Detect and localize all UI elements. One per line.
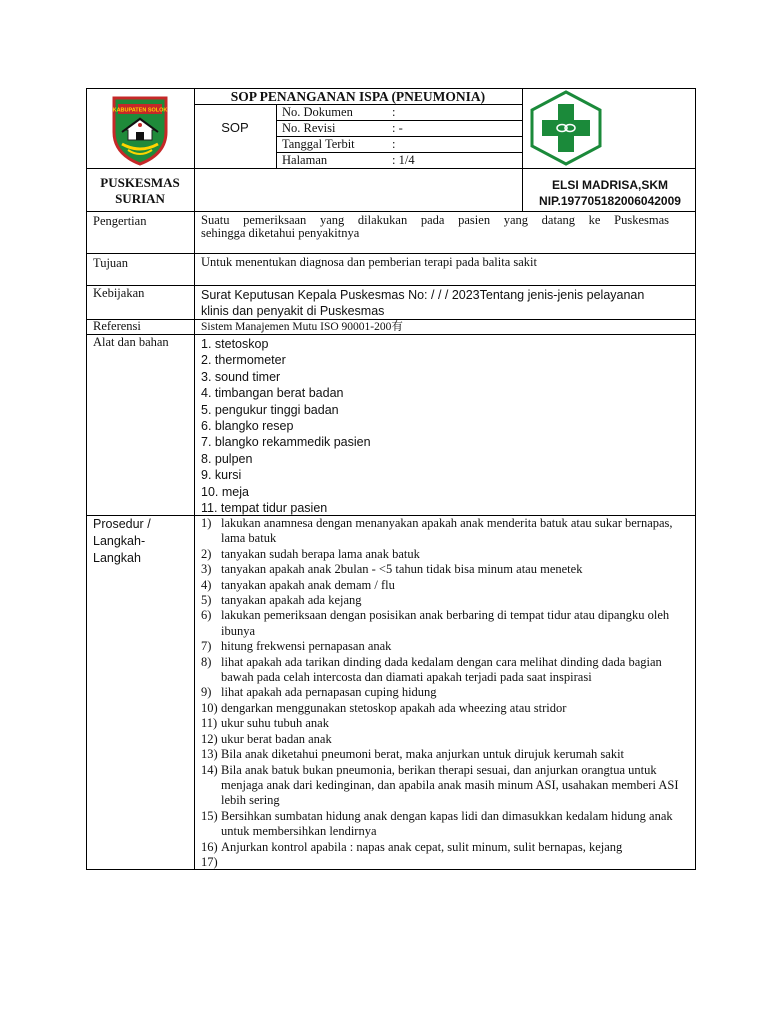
step-item [201, 516, 691, 547]
step-text: tanyakan apakah ada kejang [221, 593, 362, 608]
tujuan-text: Untuk menentukan diagnosa dan pemberian terapi pada balita sakit [201, 255, 537, 269]
step-number: 1) [201, 516, 212, 530]
step-text: lakukan pemeriksaan dengan posisikan anak berbaring di tempat tidur atau dipangku oleh ibunya [221, 608, 670, 638]
step-item [201, 593, 691, 608]
step-text: ukur berat badan anak [221, 731, 332, 746]
list-item: 11. tempat tidur pasien [201, 501, 328, 516]
step-text: Bila anak batuk bukan pneumonia, berikan therapi sesuai, dan anjurkan orangtua untuk menjaga anak dari kedinginan, dan apabila anak masih minum ASI, usahakan memberi ASI lebih sering [221, 762, 679, 808]
step-number: 2) [201, 546, 212, 561]
alat-list [201, 336, 371, 516]
puskesmas-location: SURIAN [115, 191, 165, 206]
document-title: SOP PENANGANAN ISPA (PNEUMONIA) [230, 89, 486, 104]
prosedur-steps [201, 516, 691, 870]
signer-name: ELSI MADRISA,SKM [551, 178, 668, 192]
step-item [201, 547, 691, 562]
step-text: ukur suhu tubuh anak [221, 716, 329, 731]
meta-value-dokumen: : [392, 105, 396, 119]
alat-label: Alat dan bahan [93, 335, 169, 349]
list-item: 3. sound timer [201, 369, 281, 384]
meta-label-tanggal: Tanggal Terbit [282, 137, 355, 151]
step-item [201, 685, 691, 700]
step-item [201, 809, 691, 840]
list-item: 8. pulpen [201, 451, 253, 466]
step-number: 3) [201, 562, 212, 577]
list-item: 10. meja [201, 484, 249, 499]
list-item: 2. thermometer [201, 353, 286, 368]
step-text: dengarkan menggunakan stetoskop apakah ada wheezing atau stridor [221, 700, 567, 715]
step-number: 14) [201, 762, 218, 777]
step-text: tanyakan apakah anak demam / flu [221, 577, 395, 592]
step-number: 11) [201, 716, 218, 731]
step-number: 4) [201, 577, 212, 592]
step-number: 5) [201, 593, 212, 608]
puskesmas-label: PUSKESMAS [100, 175, 180, 190]
step-text: tanyakan sudah berapa lama anak batuk [221, 546, 420, 561]
meta-value-tanggal: : [392, 137, 396, 151]
step-item [201, 608, 691, 639]
pengertian-label: Pengertian [93, 214, 147, 228]
step-number: 9) [201, 685, 212, 700]
meta-value-halaman: : 1/4 [392, 153, 415, 167]
step-item [201, 732, 691, 747]
referensi-label: Referensi [93, 319, 141, 333]
meta-value-revisi: : - [392, 121, 403, 135]
kebijakan-line-1: Surat Keputusan Kepala Puskesmas No: / / / 2023Tentang jenis-jenis pelayanan [201, 288, 645, 302]
meta-label-revisi: No. Revisi [282, 121, 336, 135]
step-number: 10) [201, 700, 218, 715]
prosedur-label-3: Langkah [93, 551, 141, 565]
step-item [201, 716, 691, 731]
step-number: 13) [201, 747, 218, 762]
list-item: 6. blangko resep [201, 419, 294, 434]
tujuan-label: Tujuan [93, 256, 128, 270]
meta-label-dokumen: No. Dokumen [282, 105, 353, 119]
step-item [201, 655, 691, 686]
kebijakan-text [201, 287, 691, 319]
sop-label: SOP [221, 120, 249, 135]
kabupaten-solok-logo [86, 89, 194, 168]
svg-text:KABUPATEN SOLOK: KABUPATEN SOLOK [112, 107, 168, 113]
step-text: tanyakan apakah anak 2bulan - <5 tahun tidak bisa minum atau menetek [221, 562, 583, 577]
list-item: 9. kursi [201, 468, 242, 483]
prosedur-label-1: Prosedur / [93, 517, 151, 531]
step-number: 6) [201, 608, 212, 623]
puskesmas-logo [528, 89, 604, 167]
prosedur-label [93, 516, 151, 567]
signer-nip: NIP.197705182006042009 [539, 193, 681, 208]
kebijakan-label: Kebijakan [93, 286, 145, 300]
step-text [221, 855, 691, 870]
step-item [201, 747, 691, 762]
step-number: 16) [201, 839, 218, 854]
step-text: hitung frekwensi pernapasan anak [221, 639, 392, 654]
prosedur-label-2: Langkah- [93, 534, 146, 548]
list-item: 4. timbangan berat badan [201, 386, 344, 401]
step-item [201, 840, 691, 855]
step-item [201, 855, 691, 870]
referensi-text: Sistem Manajemen Mutu ISO 90001-200有 [201, 321, 403, 333]
step-text: Bersihkan sumbatan hidung anak dengan kapas lidi dan dimasukkan kedalam hidung anak untuk membersihkan lendirnya [221, 808, 673, 839]
step-number: 17) [201, 854, 218, 869]
pengertian-line-2: sehingga diketahui penyakitnya [201, 226, 360, 240]
step-item [201, 562, 691, 577]
step-number: 15) [201, 808, 218, 823]
list-item: 5. pengukur tinggi badan [201, 402, 339, 417]
step-text: Anjurkan kontrol apabila : napas anak cepat, sulit minum, sulit bernapas, kejang [221, 839, 623, 854]
meta-label-halaman: Halaman [282, 153, 328, 167]
pengertian-line-1: Suatu pemeriksaan yang dilakukan pada pasien yang datang ke Puskesmas [201, 213, 669, 227]
step-item [201, 763, 691, 809]
pengertian-text [201, 214, 669, 240]
step-item [201, 578, 691, 593]
list-item: 7. blangko rekammedik pasien [201, 435, 371, 450]
puskesmas-name [86, 175, 194, 207]
kebijakan-line-2: klinis dan penyakit di Puskesmas [201, 304, 385, 318]
step-text: lihat apakah ada pernapasan cuping hidung [221, 685, 437, 700]
step-text: lihat apakah ada tarikan dinding dada kedalam dengan cara melihat dinding dada bagian bawah pada celah intercosta dan diamati apakah terjadi pada saat inspirasi [221, 654, 662, 685]
step-text: lakukan anamnesa dengan menanyakan apakah anak menderita batuk atau sukar bernapas, lama batuk [221, 516, 673, 546]
step-number: 8) [201, 654, 212, 669]
step-item [201, 701, 691, 716]
step-text: Bila anak diketahui pneumoni berat, maka anjurkan untuk dirujuk kerumah sakit [221, 747, 625, 762]
signature-block [524, 178, 696, 209]
step-number: 7) [201, 639, 212, 654]
step-number: 12) [201, 731, 218, 746]
list-item: 1. stetoskop [201, 337, 269, 351]
step-item [201, 639, 691, 654]
